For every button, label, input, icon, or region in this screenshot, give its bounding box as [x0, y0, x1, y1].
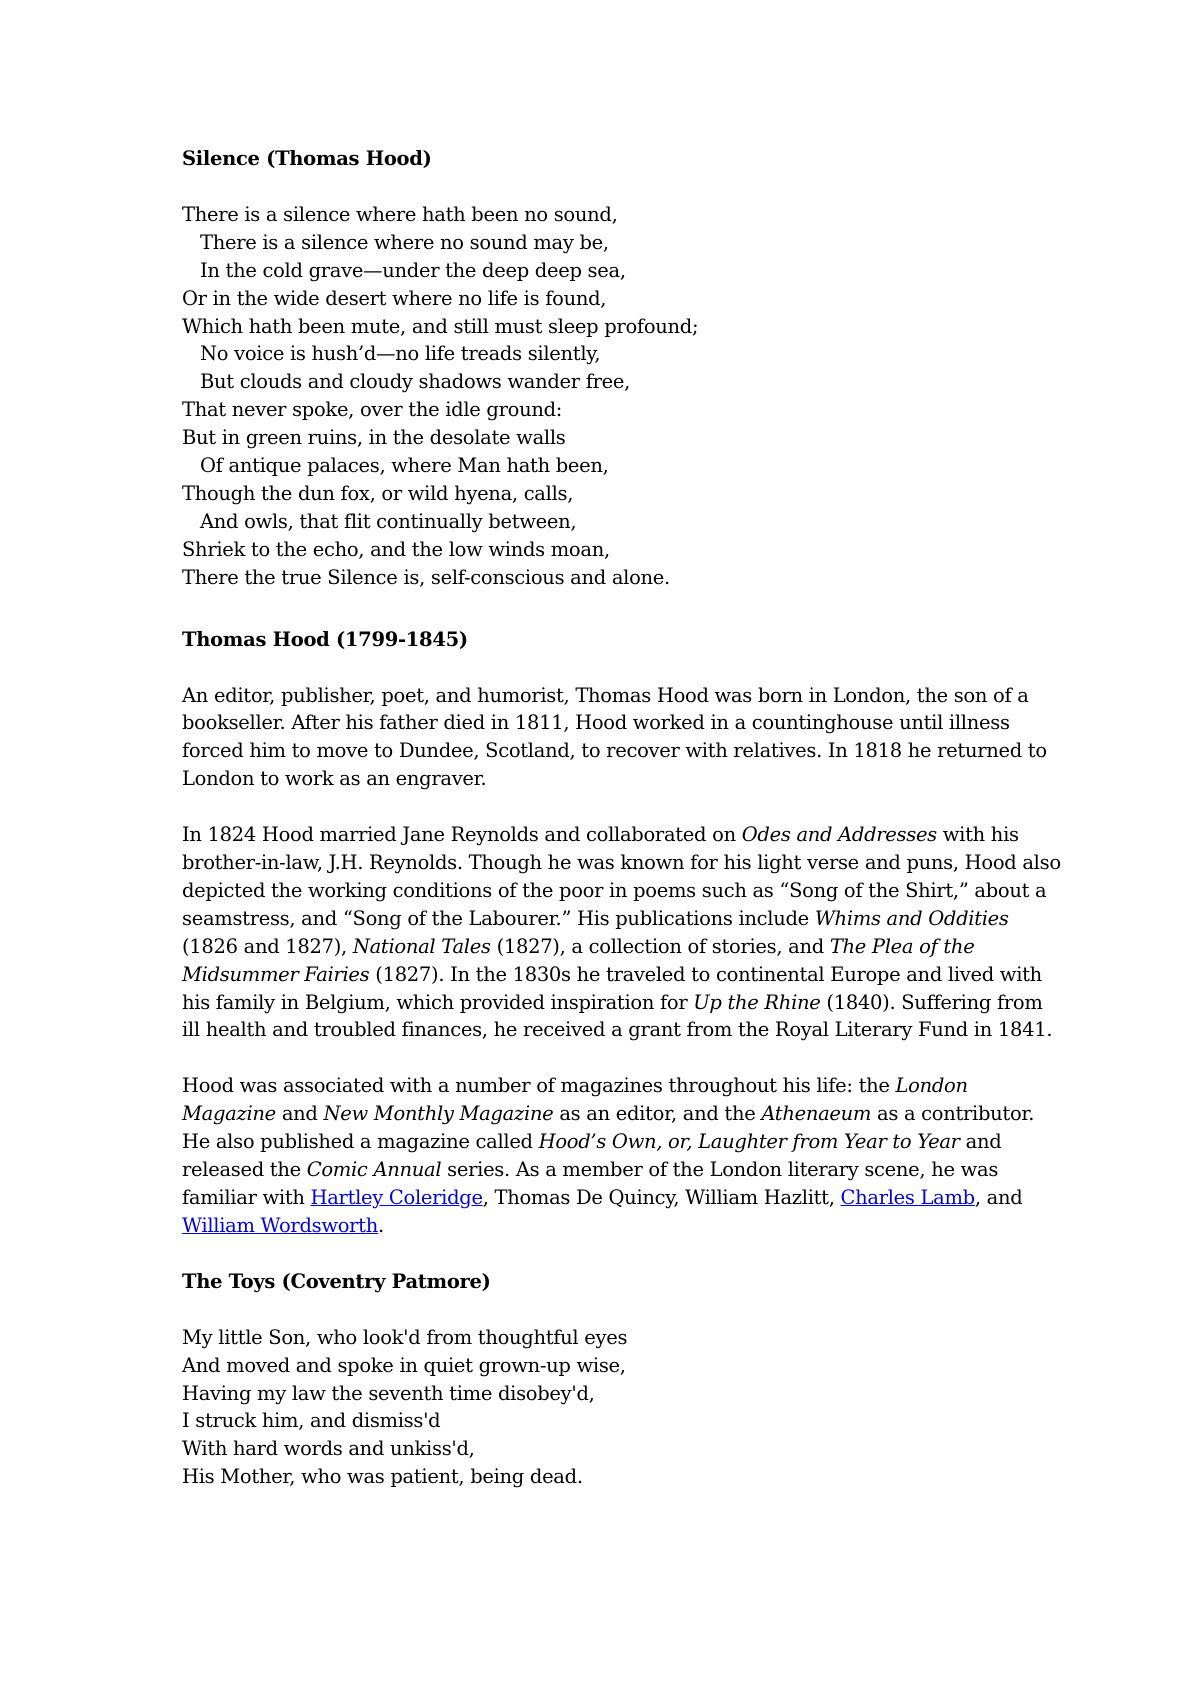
poem-line: Which hath been mute, and still must sleep profound; — [182, 314, 699, 338]
text-run: series. As a member of the London literary scene, he was familiar with — [182, 1158, 999, 1209]
work-title-odes-and-addresses: Odes and Addresses — [741, 823, 937, 847]
spacer — [182, 793, 1062, 821]
poem-title-silence: Silence (Thomas Hood) — [182, 147, 432, 170]
work-title-national-tales: National Tales — [352, 934, 491, 958]
text-run: (1827), a collection of stories, and — [490, 934, 830, 958]
poem-line: I struck him, and dismiss'd — [182, 1409, 441, 1433]
poem-line: With hard words and unkiss'd, — [182, 1437, 475, 1461]
work-title-whims-and-oddities: Whims and Oddities — [814, 906, 1009, 930]
poem-line: And owls, that flit continually between, — [200, 509, 577, 533]
poem-line: There is a silence where hath been no sound, — [182, 202, 618, 226]
magazine-athenaeum: Athenaeum — [761, 1102, 872, 1126]
spacer — [182, 173, 1062, 201]
poem-line: Having my law the seventh time disobey'd, — [182, 1381, 595, 1405]
poem-title-the-toys: The Toys (Coventry Patmore) — [182, 1269, 491, 1293]
magazine-london-magazine: London Magazine — [182, 1074, 968, 1126]
spacer — [182, 1044, 1062, 1072]
bio-paragraph-2 — [182, 821, 1062, 1044]
poem-line: There the true Silence is, self-conscious and alone. — [182, 565, 670, 589]
text-run: , Thomas De Quincy, William Hazlitt, — [482, 1186, 841, 1209]
magazine-new-monthly-magazine: New Monthly Magazine — [323, 1102, 554, 1126]
text-run: , and — [974, 1186, 1023, 1209]
work-title-plea-of-midsummer-fairies: The Plea of the Midsummer Fairies — [182, 934, 975, 986]
link-charles-lamb[interactable]: Charles Lamb — [840, 1186, 975, 1209]
poem-line: Or in the wide desert where no life is found, — [182, 286, 607, 310]
link-william-wordsworth[interactable]: William Wordsworth — [182, 1213, 378, 1237]
text-run: . — [377, 1213, 384, 1237]
spacer — [182, 1296, 1062, 1324]
work-title-up-the-rhine: Up the Rhine — [693, 990, 821, 1014]
bio-title-thomas-hood: Thomas Hood (1799-1845) — [182, 627, 468, 651]
poem-the-toys — [182, 1324, 1062, 1491]
text-run: In 1824 Hood married Jane Reynolds and collaborated on — [182, 823, 742, 847]
text-run: with his brother-in-law, J.H. Reynolds. Though he was known for his light verse and puns, Hood also depicted the working conditions of the poor in poems such as “Song of the Shirt,” about a seamstress, and “Song of the Labourer.” His publications include — [182, 823, 1061, 930]
poem-line: And moved and spoke in quiet grown-up wise, — [182, 1353, 626, 1377]
text-run: and released the — [182, 1130, 1002, 1182]
spacer — [182, 1240, 1062, 1268]
spacer — [182, 654, 1062, 682]
poem-line: Though the dun fox, or wild hyena, calls, — [182, 481, 574, 505]
spacer — [182, 592, 1062, 626]
series-comic-annual: Comic Annual — [306, 1158, 442, 1182]
poem-line: In the cold grave—under the deep deep sea, — [200, 258, 626, 282]
text-run: (1826 and 1827), — [182, 934, 353, 958]
text-run: Hood was associated with a number of magazines throughout his life: the — [182, 1074, 896, 1098]
poem-silence — [182, 201, 1062, 592]
poem-line: That never spoke, over the idle ground: — [182, 398, 563, 422]
document-content — [182, 145, 1062, 1491]
text-run: (1840). Suffering from ill health and troubled finances, he received a grant from the Royal Literary Fund in 1841. — [182, 990, 1053, 1042]
bio-paragraph-3 — [182, 1072, 1062, 1239]
poem-line: No voice is hush’d—no life treads silently, — [200, 342, 601, 366]
poem-line: But clouds and cloudy shadows wander free, — [200, 370, 631, 394]
link-hartley-coleridge[interactable]: Hartley Coleridge — [310, 1186, 483, 1209]
poem-line: Shriek to the echo, and the low winds moan, — [182, 537, 610, 561]
bio-paragraph-1: An editor, publisher, poet, and humorist, Thomas Hood was born in London, the son of a bookseller. After his father died in 1811, Hood worked in a countinghouse until illness forced him to move to Dundee, Scotland, to recover with relatives. In 1818 he returned to London to work as an engraver. — [182, 683, 1047, 791]
text-run: and — [275, 1102, 324, 1126]
text-run: as an editor, and the — [553, 1102, 762, 1126]
poem-line: But in green ruins, in the desolate walls — [182, 426, 566, 450]
text-run: as a contributor. He also published a magazine called — [182, 1102, 1035, 1154]
text-run: (1827). In the 1830s he traveled to continental Europe and lived with his family in Belgium, which provided inspiration for — [182, 962, 1042, 1014]
poem-line: My little Son, who look'd from thoughtful eyes — [182, 1325, 628, 1349]
poem-line: Of antique palaces, where Man hath been, — [200, 454, 609, 478]
poem-line: There is a silence where no sound may be, — [200, 230, 609, 254]
poem-line: His Mother, who was patient, being dead. — [182, 1465, 583, 1489]
magazine-hoods-own: Hood’s Own, or, Laughter from Year to Year — [538, 1130, 960, 1154]
